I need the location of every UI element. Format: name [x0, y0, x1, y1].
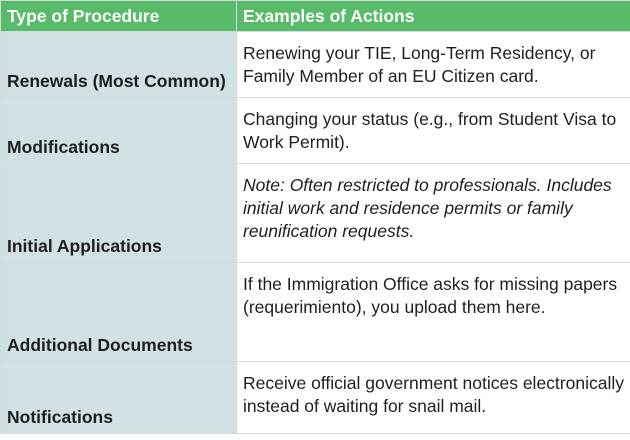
procedure-cell[interactable]: Modifications	[1, 98, 237, 164]
example-cell[interactable]: Changing your status (e.g., from Student Visa to Work Permit).	[237, 98, 630, 164]
table-row	[1, 362, 630, 434]
header-cell-procedure[interactable]: Type of Procedure	[1, 1, 237, 32]
procedure-cell[interactable]: Additional Documents	[1, 263, 237, 362]
procedure-cell[interactable]: Initial Applications	[1, 164, 237, 263]
procedure-cell[interactable]: Renewals (Most Common)	[1, 32, 237, 98]
procedure-cell[interactable]: Notifications	[1, 362, 237, 434]
table-row	[1, 32, 630, 98]
example-cell[interactable]: Receive official government notices electronically instead of waiting for snail mail.	[237, 362, 630, 434]
example-cell[interactable]: If the Immigration Office asks for missing papers (requerimiento), you upload them here.	[237, 263, 630, 362]
example-cell[interactable]: Note: Often restricted to professionals. Includes initial work and residence permits or family reunification requests.	[237, 164, 630, 263]
example-cell[interactable]: Renewing your TIE, Long-Term Residency, or Family Member of an EU Citizen card.	[237, 32, 630, 98]
table-row	[1, 263, 630, 362]
table-row	[1, 164, 630, 263]
table-row	[1, 98, 630, 164]
header-cell-examples[interactable]: Examples of Actions	[237, 1, 630, 32]
header-row	[1, 1, 630, 32]
